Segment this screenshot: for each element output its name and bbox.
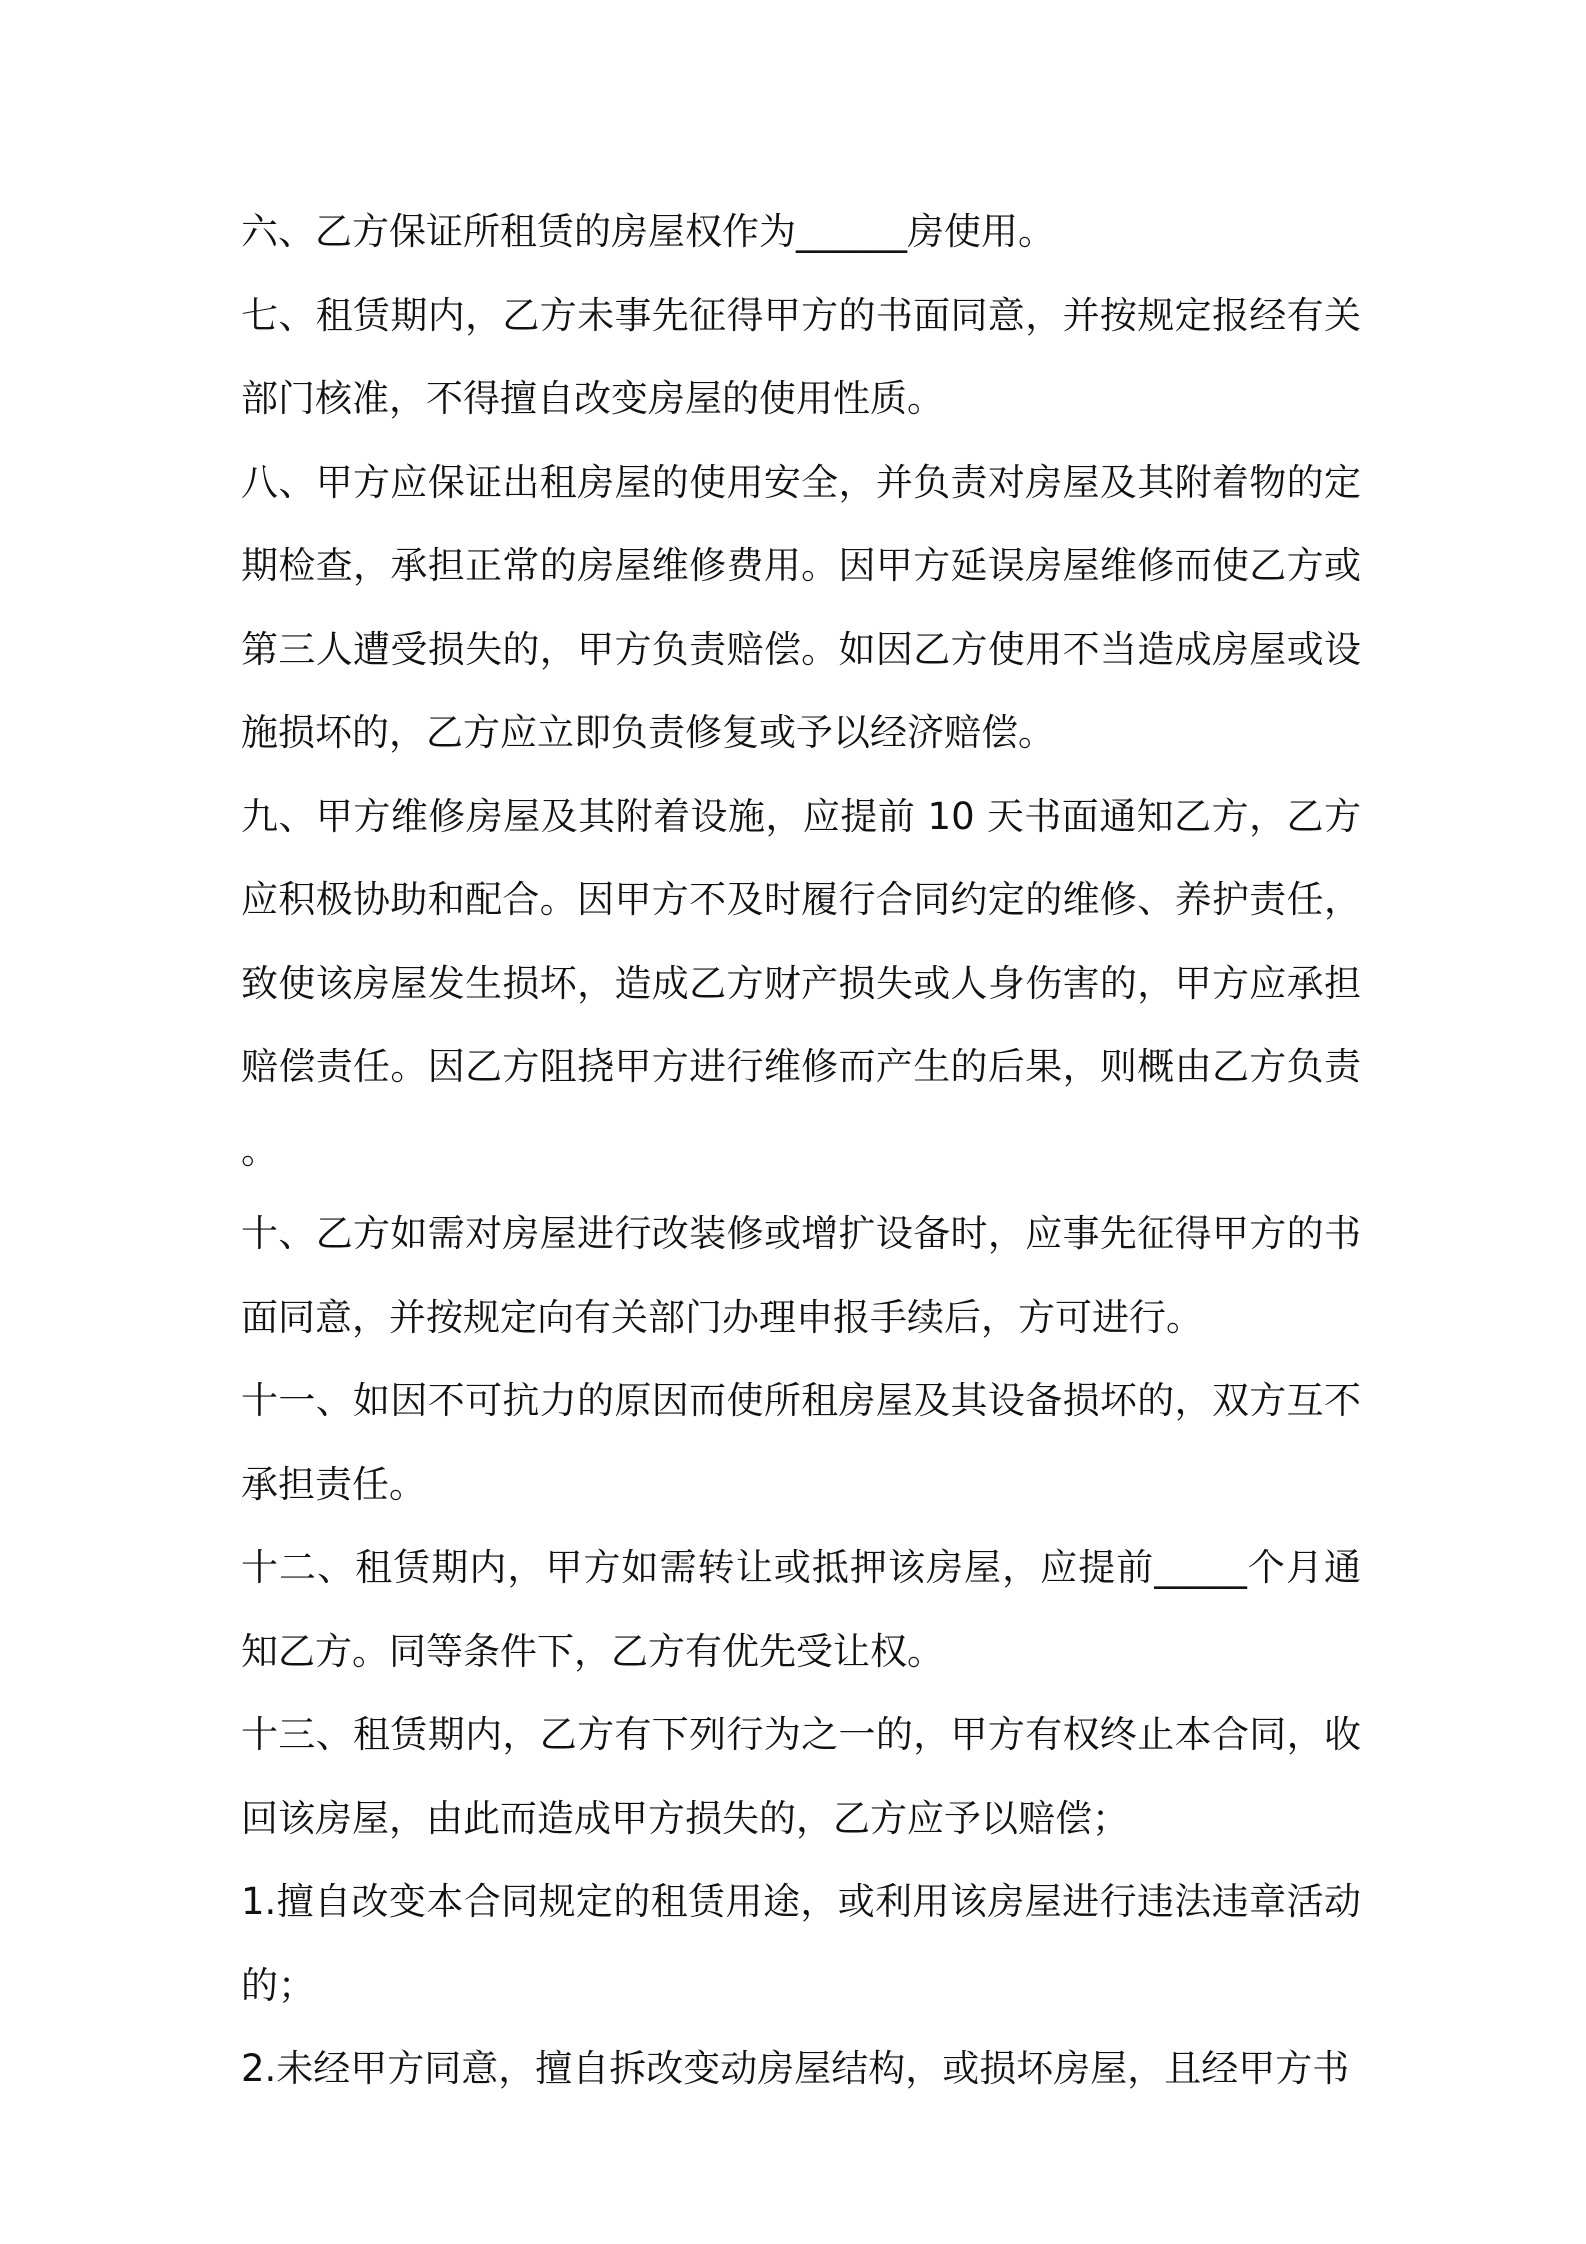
clause-9: 九、甲方维修房屋及其附着设施，应提前 10 天书面通知乙方，乙方应积极协助和配合。因甲方不及时履行合同约定的维修、养护责任，致使该房屋发生损坏，造成乙方财产损失或人身伤害的，甲方应承担赔偿责任。因乙方阻挠甲方进行维修而产生的后果，则概由乙方负责。 (241, 794, 1361, 1172)
clause-10: 十、乙方如需对房屋进行改装修或增扩设备时，应事先征得甲方的书面同意，并按规定向有关部门办理申报手续后，方可进行。 (241, 1212, 1361, 1339)
contract-text (241, 190, 1361, 2111)
clause-13-item-2: 2.未经甲方同意，擅自拆改变动房屋结构，或损坏房屋，且经甲方书 (241, 2047, 1350, 2090)
clause-11: 十一、如因不可抗力的原因而使所租房屋及其设备损坏的，双方互不承担责任。 (241, 1379, 1361, 1506)
clause-13: 十三、租赁期内，乙方有下列行为之一的，甲方有权终止本合同，收回该房屋，由此而造成甲方损失的，乙方应予以赔偿； (241, 1713, 1361, 1840)
clause-8: 八、甲方应保证出租房屋的使用安全，并负责对房屋及其附着物的定期检查，承担正常的房屋维修费用。因甲方延误房屋维修而使乙方或第三人遭受损失的，甲方负责赔偿。如因乙方使用不当造成房屋或设施损坏的，乙方应立即负责修复或予以经济赔偿。 (241, 460, 1361, 754)
clause-13-item-1: 1.擅自改变本合同规定的租赁用途，或利用该房屋进行违法违章活动的； (241, 1880, 1361, 2007)
clause-12: 十二、租赁期内，甲方如需转让或抵押该房屋，应提前_____个月通知乙方。同等条件下，乙方有优先受让权。 (241, 1546, 1361, 1673)
clause-7: 七、租赁期内，乙方未事先征得甲方的书面同意，并按规定报经有关部门核准，不得擅自改变房屋的使用性质。 (241, 293, 1361, 420)
clause-6: 六、乙方保证所租赁的房屋权作为______房使用。 (241, 210, 1055, 253)
